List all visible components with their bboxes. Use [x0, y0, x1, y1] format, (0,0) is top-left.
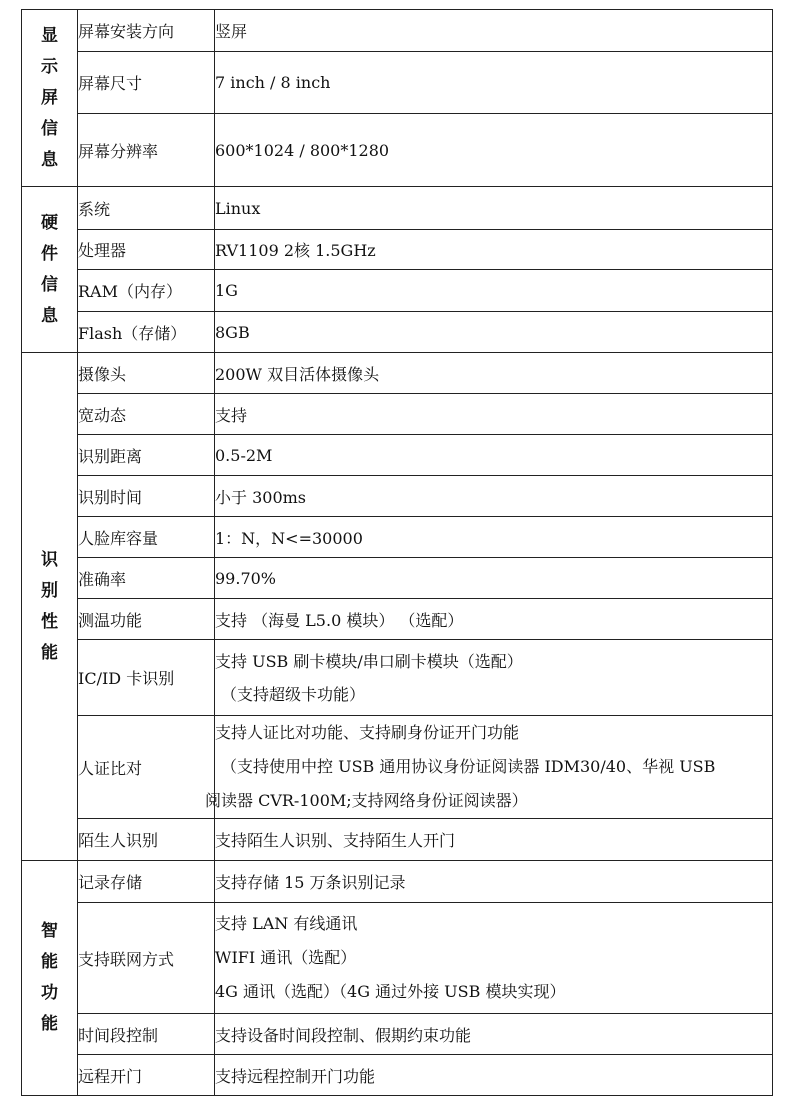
spec-value-line: 1：N，N<=30000	[215, 528, 363, 548]
spec-name: 处理器	[78, 230, 215, 270]
spec-name: 时间段控制	[78, 1014, 215, 1055]
spec-value	[215, 312, 773, 353]
spec-name: 屏幕尺寸	[78, 52, 215, 114]
category-char: 信	[41, 274, 58, 295]
spec-name: 识别距离	[78, 435, 215, 476]
table-row	[22, 716, 773, 819]
spec-value-line: 99.70%	[215, 568, 277, 588]
spec-value	[215, 861, 773, 903]
device-spec-table	[21, 9, 773, 1096]
spec-value-line: 0.5-2M	[215, 445, 273, 465]
spec-value-line: 支持 （海曼 L5.0 模块） （选配）	[215, 610, 464, 630]
spec-name: 远程开门	[78, 1055, 215, 1096]
category-char: 硬	[41, 212, 58, 233]
table-row	[22, 230, 773, 270]
spec-value	[215, 187, 773, 230]
spec-value-line: 支持设备时间段控制、假期约束功能	[215, 1025, 472, 1045]
spec-value	[215, 114, 773, 187]
table-row	[22, 903, 773, 1014]
spec-value	[215, 640, 773, 716]
category-char: 件	[41, 243, 58, 264]
table-row	[22, 435, 773, 476]
spec-value-line: Linux	[215, 198, 261, 218]
spec-value-line: 支持 USB 刷卡模块/串口刷卡模块（选配）	[215, 651, 523, 671]
spec-value-line: （支持超级卡功能）	[221, 684, 366, 704]
category-char: 别	[41, 580, 58, 601]
table-row	[22, 353, 773, 394]
table-row	[22, 476, 773, 517]
category-display-info	[22, 10, 78, 187]
spec-value	[215, 10, 773, 52]
spec-name: 人证比对	[78, 716, 215, 819]
spec-name: 屏幕安装方向	[78, 10, 215, 52]
spec-value	[215, 1014, 773, 1055]
table-row	[22, 1014, 773, 1055]
table-row	[22, 517, 773, 558]
spec-name: Flash（存储）	[78, 312, 215, 353]
spec-name: 记录存储	[78, 861, 215, 903]
spec-value-line: 支持人证比对功能、支持刷身份证开门功能	[215, 723, 520, 742]
table-row	[22, 640, 773, 716]
spec-value	[215, 1055, 773, 1096]
table-row	[22, 819, 773, 861]
spec-name: 宽动态	[78, 394, 215, 435]
spec-value	[215, 599, 773, 640]
category-char: 识	[41, 549, 58, 570]
spec-value	[215, 903, 773, 1014]
table-row	[22, 10, 773, 52]
spec-value	[205, 716, 773, 819]
spec-value	[215, 476, 773, 517]
spec-name: 人脸库容量	[78, 517, 215, 558]
category-char: 息	[41, 149, 58, 170]
category-recognition-performance	[22, 353, 78, 861]
category-char: 功	[41, 983, 58, 1003]
spec-value	[215, 353, 773, 394]
spec-value-line: 8GB	[215, 322, 250, 342]
category-char: 能	[41, 952, 58, 972]
spec-value-line: RV1109 2核 1.5GHz	[215, 241, 376, 260]
spec-value	[215, 558, 773, 599]
category-hardware-info	[22, 187, 78, 353]
table-row	[22, 114, 773, 187]
table-row	[22, 394, 773, 435]
category-char: 能	[41, 642, 58, 663]
spec-value-line: 4G 通讯（选配）（4G 通过外接 USB 模块实现）	[215, 982, 566, 1001]
spec-name: 支持联网方式	[78, 903, 215, 1014]
spec-value-line: 竖屏	[215, 22, 248, 41]
table-row	[22, 187, 773, 230]
spec-value-line: 1G	[215, 281, 238, 300]
category-char: 屏	[41, 87, 58, 108]
spec-value-line: 支持	[215, 405, 248, 425]
category-char: 能	[41, 1014, 58, 1034]
spec-name: 测温功能	[78, 599, 215, 640]
spec-name: 摄像头	[78, 353, 215, 394]
spec-name: 屏幕分辨率	[78, 114, 215, 187]
spec-name: 系统	[78, 187, 215, 230]
spec-value-line: （支持使用中控 USB 通用协议身份证阅读器 IDM30/40、华视 USB	[221, 757, 716, 776]
spec-value-line: 200W 双目活体摄像头	[215, 364, 380, 384]
category-char: 息	[41, 305, 58, 326]
spec-value	[215, 435, 773, 476]
category-char: 智	[41, 921, 58, 941]
spec-value	[215, 517, 773, 558]
spec-value-line: 支持陌生人识别、支持陌生人开门	[215, 831, 456, 850]
spec-value-line: 支持 LAN 有线通讯	[215, 914, 358, 933]
spec-name: RAM（内存）	[78, 270, 215, 312]
table-row	[22, 861, 773, 903]
spec-value-line: WIFI 通讯（选配）	[215, 948, 357, 967]
spec-value	[215, 394, 773, 435]
category-char: 性	[41, 611, 58, 632]
table-row	[22, 52, 773, 114]
spec-name: 准确率	[78, 558, 215, 599]
spec-value	[215, 52, 773, 114]
table-row	[22, 558, 773, 599]
table-row	[22, 270, 773, 312]
spec-value	[215, 230, 773, 270]
spec-value-line: 支持存储 15 万条识别记录	[215, 873, 406, 892]
spec-value	[215, 819, 773, 861]
spec-value	[215, 270, 773, 312]
table-row	[22, 1055, 773, 1096]
category-smart-functions	[22, 861, 78, 1096]
spec-name: 识别时间	[78, 476, 215, 517]
spec-name: IC/ID 卡识别	[78, 640, 215, 716]
spec-value-line: 小于 300ms	[215, 487, 307, 507]
spec-value-line: 阅读器 CVR-100M;支持网络身份证阅读器）	[205, 791, 528, 810]
category-char: 信	[41, 118, 58, 139]
spec-name: 陌生人识别	[78, 819, 215, 861]
spec-value-line: 支持远程控制开门功能	[215, 1066, 376, 1086]
spec-value-line: 7 inch / 8 inch	[215, 73, 331, 92]
spec-value-line: 600*1024 / 800*1280	[215, 140, 390, 160]
table-row	[22, 312, 773, 353]
category-char: 示	[41, 56, 58, 77]
category-char: 显	[41, 25, 58, 46]
table-row	[22, 599, 773, 640]
